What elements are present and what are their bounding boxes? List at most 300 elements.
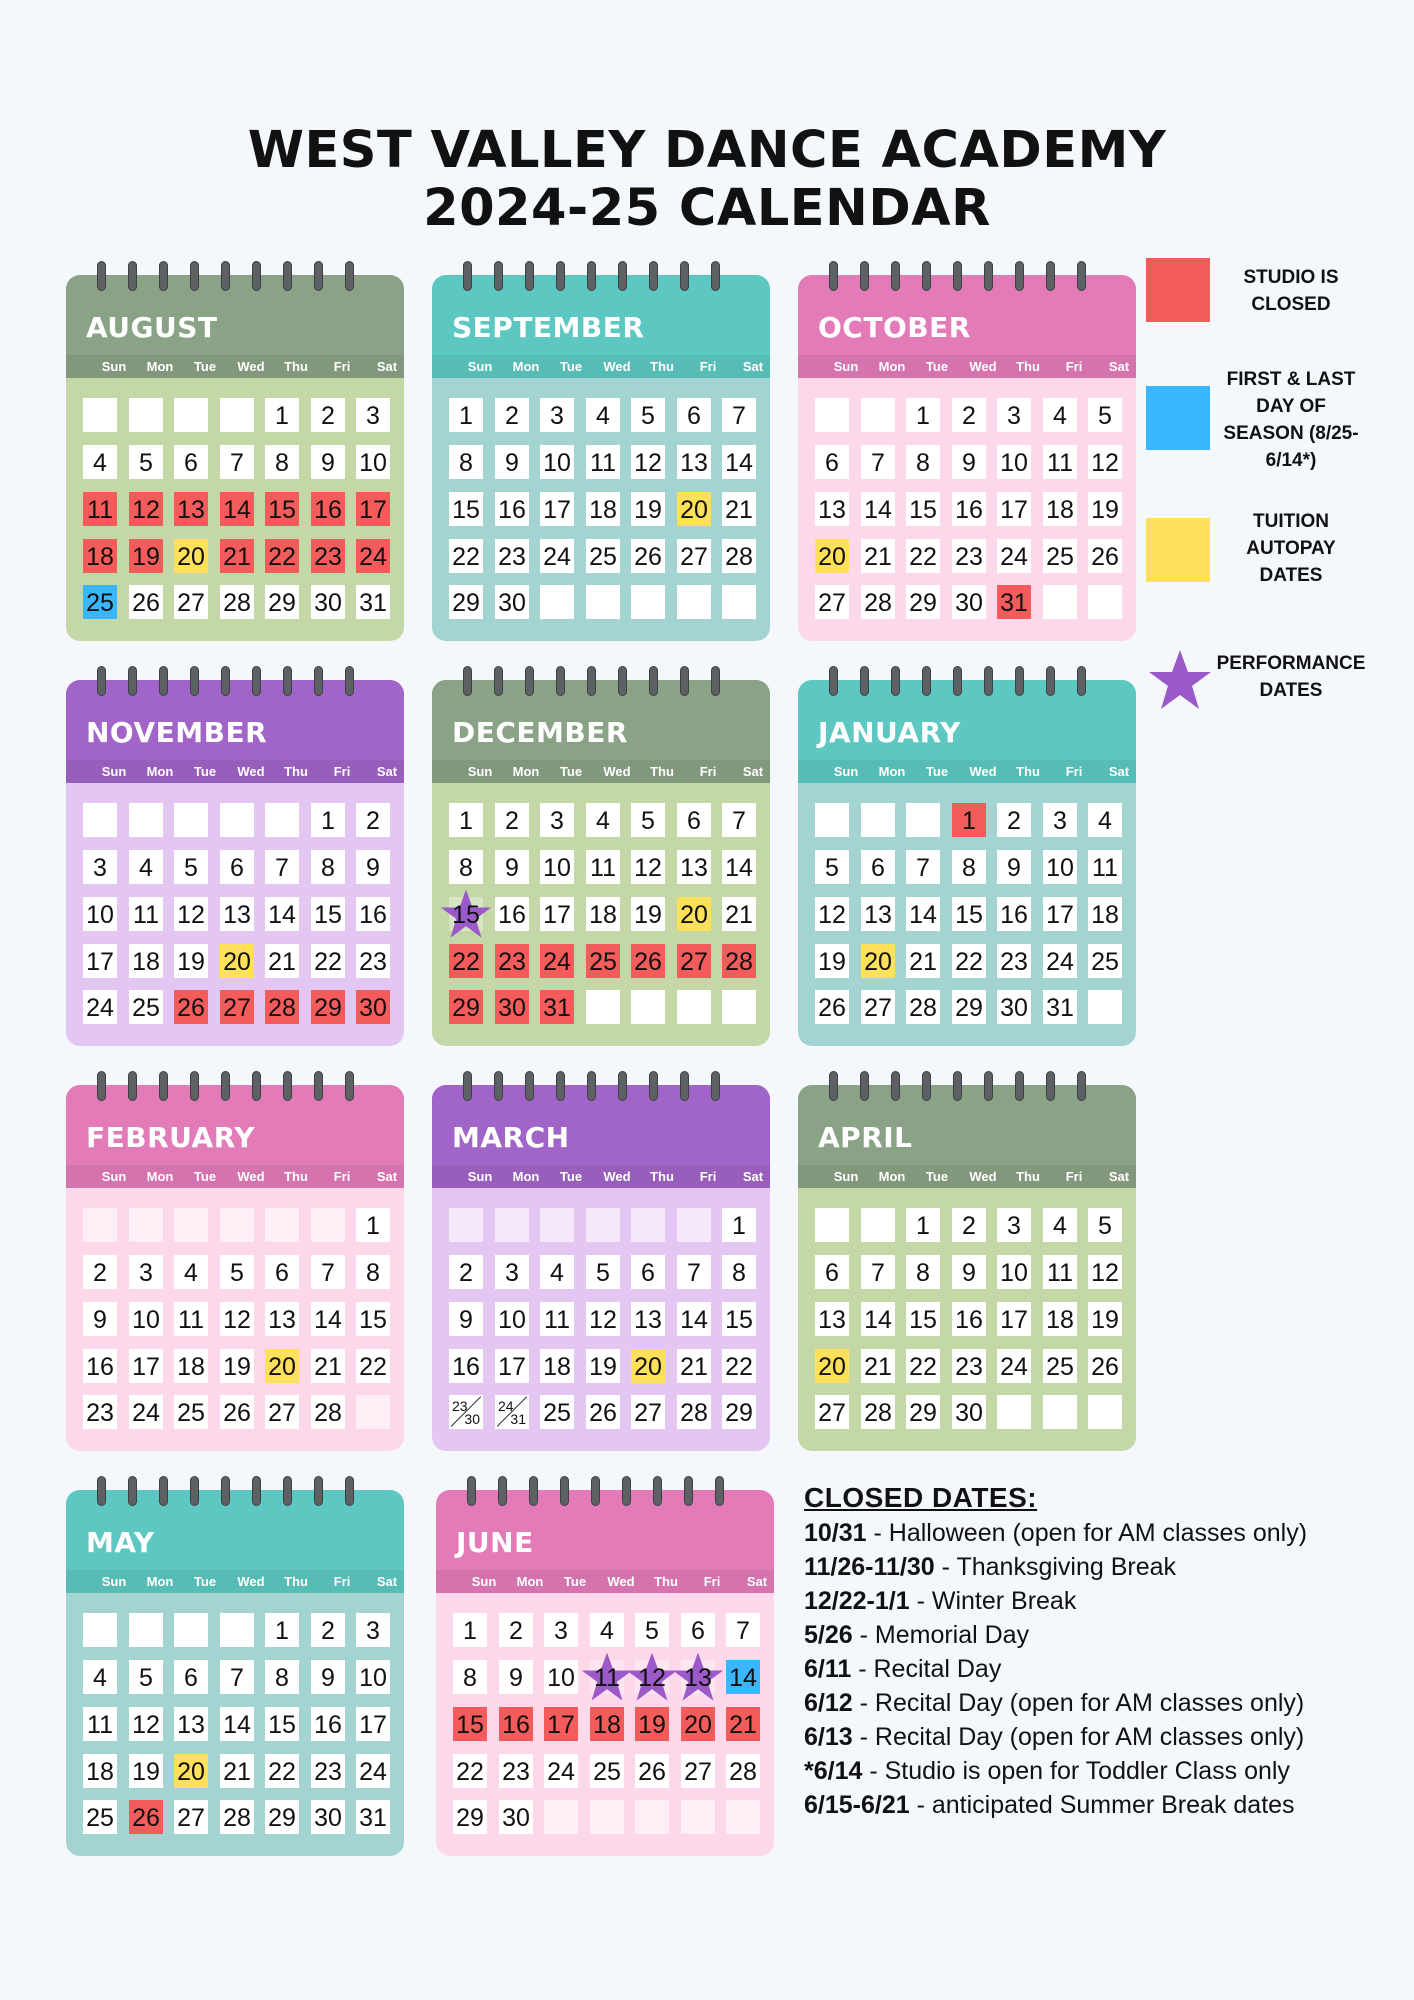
- day-cell: 26: [635, 1754, 669, 1788]
- weekday-label: Sun: [833, 1169, 859, 1184]
- day-cell: 28: [220, 585, 254, 619]
- day-cell: 16: [356, 897, 390, 931]
- day-cell: 9: [311, 1660, 345, 1694]
- day-cell: 31: [1043, 990, 1077, 1024]
- day-cell: 6: [677, 803, 711, 837]
- day-cell: 20: [815, 1349, 849, 1383]
- day-cell: 3: [495, 1255, 529, 1289]
- spiral-ring: [283, 1476, 292, 1506]
- day-cell: 3: [997, 1208, 1031, 1242]
- day-cell: 18: [83, 539, 117, 573]
- spiral-ring: [494, 261, 503, 291]
- day-cell: 29: [453, 1800, 487, 1834]
- day-cell: 9: [495, 445, 529, 479]
- weekday-label: Thu: [650, 764, 674, 779]
- day-cell: 7: [311, 1255, 345, 1289]
- empty-day-cell: [590, 1800, 624, 1834]
- spiral-ring: [128, 1071, 137, 1101]
- day-cell: 18: [586, 492, 620, 526]
- day-cell: 12: [129, 1707, 163, 1741]
- day-cell: 28: [861, 1395, 895, 1429]
- month-name: MAY: [86, 1526, 155, 1559]
- day-cell: 6: [631, 1255, 665, 1289]
- day-cell: 26: [631, 539, 665, 573]
- spiral-ring: [653, 1476, 662, 1506]
- day-cell: 21: [677, 1349, 711, 1383]
- empty-day-cell: [677, 585, 711, 619]
- spiral-ring: [953, 261, 962, 291]
- day-cell: 11: [1043, 445, 1077, 479]
- day-cell: 15: [265, 492, 299, 526]
- spiral-ring: [159, 261, 168, 291]
- day-cell: 24: [997, 1349, 1031, 1383]
- spiral-ring: [190, 666, 199, 696]
- closed-date-description: - Memorial Day: [852, 1621, 1030, 1649]
- day-cell: 16: [499, 1707, 533, 1741]
- spiral-ring: [829, 1071, 838, 1101]
- spiral-ring: [1015, 666, 1024, 696]
- closed-date-description: - Winter Break: [909, 1587, 1077, 1615]
- day-cell: 26: [129, 1800, 163, 1834]
- weekday-label: Sat: [376, 764, 398, 779]
- day-cell: 9: [449, 1302, 483, 1336]
- weekday-label: Fri: [699, 764, 717, 779]
- spiral-ring: [97, 1071, 106, 1101]
- day-cell: 1: [356, 1208, 390, 1242]
- weekday-label: Mon: [878, 359, 906, 374]
- empty-day-cell: [631, 585, 665, 619]
- weekday-label: Sun: [467, 359, 493, 374]
- spiral-ring: [97, 666, 106, 696]
- day-cell: 31: [356, 585, 390, 619]
- empty-day-cell: [906, 803, 940, 837]
- day-cell: 23: [952, 539, 986, 573]
- day-cell: 7: [265, 850, 299, 884]
- weekday-label: Mon: [512, 1169, 540, 1184]
- weekday-label: Tue: [563, 1574, 587, 1589]
- day-cell: 14: [906, 897, 940, 931]
- day-cell: 17: [83, 944, 117, 978]
- closed-date-description: - Halloween (open for AM classes only): [866, 1519, 1308, 1547]
- day-cell: 8: [356, 1255, 390, 1289]
- day-cell: 18: [1088, 897, 1122, 931]
- day-cell: 22: [449, 944, 483, 978]
- spiral-ring: [525, 261, 534, 291]
- weekday-label: Mon: [878, 1169, 906, 1184]
- day-cell: 3: [544, 1613, 578, 1647]
- day-cell: 19: [631, 492, 665, 526]
- day-cell: 7: [726, 1613, 760, 1647]
- day-cell: 7: [861, 445, 895, 479]
- day-cell: 17: [997, 492, 1031, 526]
- empty-day-cell: [540, 585, 574, 619]
- weekday-label: Tue: [925, 1169, 949, 1184]
- empty-day-cell: [722, 585, 756, 619]
- day-cell: 20: [174, 1754, 208, 1788]
- day-cell: 3: [83, 850, 117, 884]
- spiral-ring: [97, 261, 106, 291]
- day-cell: 6: [677, 398, 711, 432]
- day-cell: 28: [677, 1395, 711, 1429]
- month-august: [66, 275, 404, 641]
- day-cell: 4: [1043, 1208, 1077, 1242]
- spiral-ring: [984, 666, 993, 696]
- day-cell: 5: [129, 1660, 163, 1694]
- day-cell: 16: [952, 492, 986, 526]
- month-january: [798, 680, 1136, 1046]
- spiral-ring: [159, 1476, 168, 1506]
- day-cell: 19: [129, 539, 163, 573]
- spiral-ring: [560, 1476, 569, 1506]
- weekday-label: Thu: [284, 764, 308, 779]
- closed-date: 6/15-6/21: [804, 1791, 910, 1819]
- spiral-ring: [467, 1476, 476, 1506]
- spiral-ring: [622, 1476, 631, 1506]
- day-cell: 10: [356, 445, 390, 479]
- day-cell: 17: [495, 1349, 529, 1383]
- weekday-label: Sat: [1108, 1169, 1130, 1184]
- day-cell: 4: [540, 1255, 574, 1289]
- month-name: AUGUST: [86, 311, 218, 344]
- spiral-ring: [1046, 261, 1055, 291]
- empty-day-cell: [495, 1208, 529, 1242]
- weekday-label: Sun: [471, 1574, 497, 1589]
- empty-day-cell: [1043, 1395, 1077, 1429]
- day-cell: 4: [586, 398, 620, 432]
- day-cell: 4: [1088, 803, 1122, 837]
- day-cell: 3: [1043, 803, 1077, 837]
- month-name: JANUARY: [818, 716, 961, 749]
- empty-day-cell: [815, 1208, 849, 1242]
- closed-date: 6/13: [804, 1723, 853, 1751]
- day-cell: 9: [356, 850, 390, 884]
- day-cell: 13: [815, 492, 849, 526]
- day-cell: 23: [83, 1395, 117, 1429]
- day-cell: 19: [129, 1754, 163, 1788]
- spiral-ring: [252, 261, 261, 291]
- spiral-ring: [463, 1071, 472, 1101]
- weekday-label: Sat: [1108, 764, 1130, 779]
- day-cell: 11: [1088, 850, 1122, 884]
- day-cell: 17: [356, 1707, 390, 1741]
- day-cell: 27: [681, 1754, 715, 1788]
- day-cell: 10: [997, 1255, 1031, 1289]
- day-cell: 12: [1088, 445, 1122, 479]
- day-cell: 15: [311, 897, 345, 931]
- weekday-label: Mon: [878, 764, 906, 779]
- day-cell: 15: [906, 1302, 940, 1336]
- spiral-ring: [1077, 261, 1086, 291]
- spiral-ring: [556, 1071, 565, 1101]
- spiral-ring: [345, 261, 354, 291]
- day-cell: 12: [129, 492, 163, 526]
- weekday-label: Mon: [146, 359, 174, 374]
- empty-day-cell: [586, 585, 620, 619]
- day-cell: 11: [83, 1707, 117, 1741]
- day-cell: 29: [449, 585, 483, 619]
- day-cell: 20: [861, 944, 895, 978]
- day-cell: 30: [495, 990, 529, 1024]
- weekday-label: Fri: [333, 1574, 351, 1589]
- weekday-label: Mon: [146, 1574, 174, 1589]
- day-cell: 7: [861, 1255, 895, 1289]
- day-cell: 13: [677, 445, 711, 479]
- day-cell: 20: [681, 1707, 715, 1741]
- empty-day-cell: [129, 1613, 163, 1647]
- day-cell: 2: [997, 803, 1031, 837]
- day-cell: 13: [681, 1660, 715, 1694]
- closed-date-description: - Thanksgiving Break: [934, 1553, 1177, 1581]
- day-cell: 11: [540, 1302, 574, 1336]
- weekday-label: Wed: [237, 764, 265, 779]
- empty-day-cell: [861, 1208, 895, 1242]
- weekday-label: Sat: [1108, 359, 1130, 374]
- weekday-label: Tue: [925, 359, 949, 374]
- day-cell: 5: [1088, 1208, 1122, 1242]
- day-cell: 21: [722, 492, 756, 526]
- spiral-ring: [494, 666, 503, 696]
- day-cell: 30: [311, 1800, 345, 1834]
- day-cell: 12: [1088, 1255, 1122, 1289]
- day-cell: 13: [220, 897, 254, 931]
- spiral-ring: [252, 666, 261, 696]
- spiral-ring: [190, 261, 199, 291]
- closed-date-row: [804, 1720, 1404, 1754]
- legend-star-icon: [1148, 648, 1212, 712]
- weekday-label: Fri: [1065, 764, 1083, 779]
- empty-day-cell: [681, 1800, 715, 1834]
- weekday-label: Thu: [284, 359, 308, 374]
- day-cell: 15: [449, 492, 483, 526]
- day-cell: 19: [586, 1349, 620, 1383]
- day-cell: 5: [635, 1613, 669, 1647]
- day-cell: 11: [174, 1302, 208, 1336]
- empty-day-cell: [1088, 990, 1122, 1024]
- day-cell: 19: [1088, 1302, 1122, 1336]
- day-cell: 6: [174, 445, 208, 479]
- weekday-label: Wed: [969, 1169, 997, 1184]
- day-cell: 6: [174, 1660, 208, 1694]
- legend-swatch-tuition: [1146, 518, 1210, 582]
- spiral-ring: [314, 666, 323, 696]
- closed-date-row: [804, 1618, 1404, 1652]
- day-cell: 29: [906, 1395, 940, 1429]
- day-cell: 31: [356, 1800, 390, 1834]
- day-cell: 27: [677, 539, 711, 573]
- day-cell: 24: [356, 1754, 390, 1788]
- day-cell: 2: [952, 398, 986, 432]
- closed-date-row: [804, 1788, 1404, 1822]
- day-cell: 4: [174, 1255, 208, 1289]
- day-cell: 9: [952, 445, 986, 479]
- day-cell: 20: [631, 1349, 665, 1383]
- day-cell: 11: [1043, 1255, 1077, 1289]
- spiral-ring: [1077, 666, 1086, 696]
- weekday-label: Thu: [1016, 359, 1040, 374]
- spiral-ring: [314, 1476, 323, 1506]
- day-cell: 14: [311, 1302, 345, 1336]
- spiral-ring: [159, 1071, 168, 1101]
- day-cell: 18: [590, 1707, 624, 1741]
- day-cell: 7: [906, 850, 940, 884]
- empty-day-cell: [631, 1208, 665, 1242]
- weekday-label: Tue: [559, 359, 583, 374]
- day-cell: 2: [311, 1613, 345, 1647]
- weekday-label: Sat: [742, 359, 764, 374]
- closed-date-row: [804, 1584, 1404, 1618]
- day-cell: 19: [174, 944, 208, 978]
- day-cell: 24: [540, 944, 574, 978]
- closed-dates-list: [804, 1482, 1404, 1822]
- day-cell: 27: [815, 1395, 849, 1429]
- day-cell: 27: [265, 1395, 299, 1429]
- day-cell: 27: [174, 585, 208, 619]
- empty-day-cell: [83, 803, 117, 837]
- day-cell: 22: [356, 1349, 390, 1383]
- empty-day-cell: [544, 1800, 578, 1834]
- day-cell: 22: [906, 539, 940, 573]
- spiral-ring: [221, 261, 230, 291]
- weekday-label: Fri: [333, 359, 351, 374]
- day-cell: 16: [952, 1302, 986, 1336]
- day-cell: 18: [1043, 1302, 1077, 1336]
- day-cell: 9: [311, 445, 345, 479]
- day-cell: 12: [631, 445, 665, 479]
- day-cell: 21: [265, 944, 299, 978]
- weekday-label: Thu: [650, 1169, 674, 1184]
- weekday-label: Sun: [101, 1169, 127, 1184]
- day-cell: 25: [1088, 944, 1122, 978]
- day-cell: 4: [590, 1613, 624, 1647]
- spiral-ring: [463, 666, 472, 696]
- empty-day-cell: [1043, 585, 1077, 619]
- day-cell: 8: [722, 1255, 756, 1289]
- spiral-ring: [649, 261, 658, 291]
- empty-day-cell: [677, 1208, 711, 1242]
- spiral-ring: [221, 1071, 230, 1101]
- day-cell: 23: [356, 944, 390, 978]
- day-cell: 28: [906, 990, 940, 1024]
- day-cell: 6: [861, 850, 895, 884]
- spiral-ring: [891, 1071, 900, 1101]
- day-cell: 8: [952, 850, 986, 884]
- spiral-ring: [159, 666, 168, 696]
- spiral-ring: [922, 666, 931, 696]
- weekday-label: Sun: [101, 764, 127, 779]
- day-cell: 20: [174, 539, 208, 573]
- day-cell: 19: [635, 1707, 669, 1741]
- weekday-label: Wed: [237, 1574, 265, 1589]
- month-name: MARCH: [452, 1121, 570, 1154]
- weekday-label: Sat: [746, 1574, 768, 1589]
- day-cell: 21: [861, 539, 895, 573]
- day-cell: 31: [997, 585, 1031, 619]
- day-cell: 1: [265, 398, 299, 432]
- day-cell: 15: [952, 897, 986, 931]
- spiral-ring: [684, 1476, 693, 1506]
- day-cell: 4: [129, 850, 163, 884]
- day-cell: 5: [631, 803, 665, 837]
- day-cell: 5: [220, 1255, 254, 1289]
- closed-date-row: [804, 1516, 1404, 1550]
- weekday-label: Tue: [193, 359, 217, 374]
- day-cell: 28: [722, 539, 756, 573]
- day-cell: 26: [586, 1395, 620, 1429]
- day-cell: 11: [590, 1660, 624, 1694]
- day-cell: 10: [997, 445, 1031, 479]
- page-title: [0, 122, 1414, 238]
- weekday-label: Thu: [1016, 1169, 1040, 1184]
- day-cell: 23: [997, 944, 1031, 978]
- month-february: [66, 1085, 404, 1451]
- day-cell: 8: [449, 445, 483, 479]
- spiral-ring: [618, 261, 627, 291]
- weekday-label: Sat: [742, 1169, 764, 1184]
- weekday-label: Thu: [650, 359, 674, 374]
- day-cell: 10: [544, 1660, 578, 1694]
- day-cell: 8: [906, 445, 940, 479]
- spiral-ring: [283, 1071, 292, 1101]
- day-cell: 4: [1043, 398, 1077, 432]
- day-cell: 1: [952, 803, 986, 837]
- month-name: SEPTEMBER: [452, 311, 645, 344]
- day-cell: 25: [586, 539, 620, 573]
- day-cell: 10: [83, 897, 117, 931]
- weekday-label: Thu: [284, 1169, 308, 1184]
- spiral-ring: [649, 666, 658, 696]
- day-cell: 24: [83, 990, 117, 1024]
- day-cell: 21: [220, 1754, 254, 1788]
- weekday-label: Thu: [284, 1574, 308, 1589]
- day-cell: 14: [265, 897, 299, 931]
- day-cell: 30: [495, 585, 529, 619]
- weekday-label: Mon: [512, 359, 540, 374]
- day-cell: 12: [631, 850, 665, 884]
- day-cell: 27: [220, 990, 254, 1024]
- weekday-label: Fri: [333, 1169, 351, 1184]
- weekday-label: Mon: [512, 764, 540, 779]
- weekday-label: Fri: [703, 1574, 721, 1589]
- day-cell: 30: [997, 990, 1031, 1024]
- day-cell: 21: [220, 539, 254, 573]
- day-cell: 17: [1043, 897, 1077, 931]
- day-cell: 11: [586, 850, 620, 884]
- day-cell: 25: [586, 944, 620, 978]
- day-cell: 18: [83, 1754, 117, 1788]
- day-cell: 2: [495, 398, 529, 432]
- day-cell: 26: [1088, 539, 1122, 573]
- day-cell: 7: [677, 1255, 711, 1289]
- day-cell: 14: [722, 445, 756, 479]
- month-name: NOVEMBER: [86, 716, 268, 749]
- empty-day-cell: [129, 1208, 163, 1242]
- spiral-ring: [525, 666, 534, 696]
- day-cell: 12: [635, 1660, 669, 1694]
- weekday-label: Fri: [699, 1169, 717, 1184]
- spiral-ring: [829, 666, 838, 696]
- day-cell: 29: [265, 1800, 299, 1834]
- spiral-ring: [922, 261, 931, 291]
- empty-day-cell: [1088, 585, 1122, 619]
- empty-day-cell: [174, 398, 208, 432]
- weekday-label: Wed: [603, 1169, 631, 1184]
- legend-swatch-closed: [1146, 258, 1210, 322]
- day-cell: 25: [174, 1395, 208, 1429]
- day-cell: 15: [356, 1302, 390, 1336]
- spiral-ring: [984, 261, 993, 291]
- spiral-ring: [345, 1071, 354, 1101]
- weekday-label: Sun: [833, 359, 859, 374]
